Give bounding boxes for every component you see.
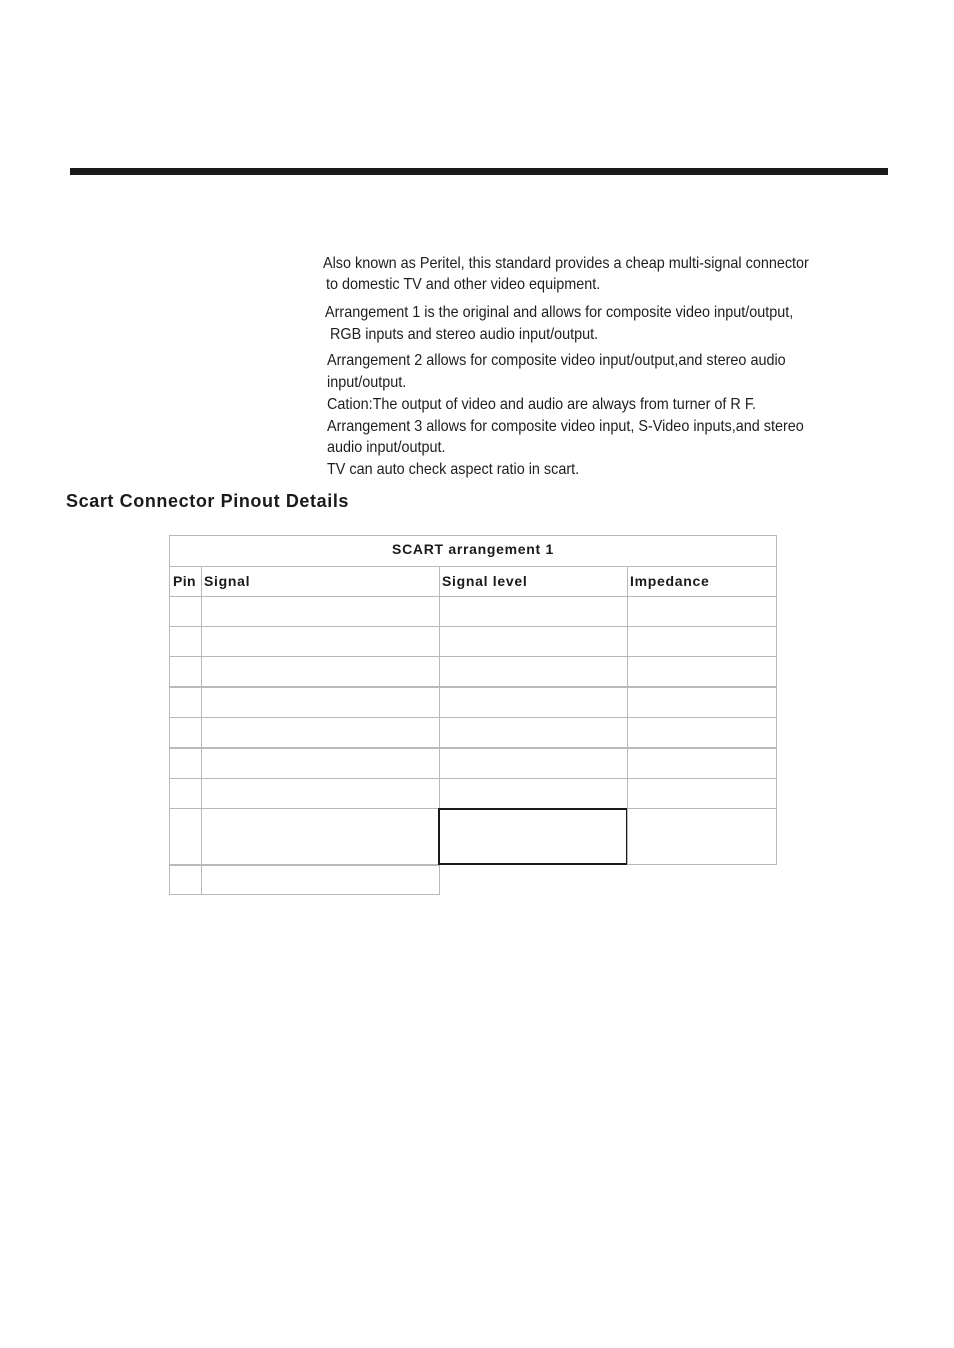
- intro-line: input/output.: [327, 374, 407, 391]
- table-cell: [201, 656, 440, 687]
- table-cell: [169, 717, 202, 748]
- table-cell: [169, 687, 202, 718]
- table-cell: [627, 687, 777, 718]
- scart-pinout-table: [169, 535, 777, 895]
- table-cell: [627, 717, 777, 748]
- header-signal-level: Signal level: [442, 573, 528, 589]
- table-cell: [169, 865, 202, 895]
- table-cell: [439, 778, 628, 809]
- table-cell: [169, 808, 202, 865]
- table-cell: [169, 596, 202, 627]
- table-cell: [439, 626, 628, 657]
- header-pin: Pin: [173, 573, 196, 589]
- table-cell: [439, 717, 628, 748]
- table-cell: [201, 717, 440, 748]
- table-cell: [169, 778, 202, 809]
- section-heading: Scart Connector Pinout Details: [66, 491, 350, 511]
- intro-line: Arrangement 3 allows for composite video input, S-Video inputs,and stereo: [327, 418, 804, 435]
- header-impedance: Impedance: [630, 573, 710, 589]
- table-cell: [169, 656, 202, 687]
- table-cell: [439, 656, 628, 687]
- table-cell: [627, 808, 777, 865]
- table-cell: [627, 626, 777, 657]
- table-cell: [201, 778, 440, 809]
- top-divider-rule: [70, 168, 888, 175]
- table-cell: [169, 748, 202, 779]
- intro-line: Cation:The output of video and audio are always from turner of R F.: [327, 396, 757, 413]
- table-cell: [439, 748, 628, 779]
- table-cell: [201, 865, 440, 895]
- table-cell: [201, 808, 440, 865]
- table-cell: [439, 687, 628, 718]
- intro-line: RGB inputs and stereo audio input/output.: [330, 326, 599, 343]
- header-signal: Signal: [204, 573, 251, 589]
- intro-line: audio input/output.: [327, 439, 446, 456]
- table-cell: [201, 748, 440, 779]
- intro-line: Arrangement 2 allows for composite video input/output,and stereo audio: [327, 352, 786, 369]
- table-cell: [439, 596, 628, 627]
- table-title: SCART arrangement 1: [392, 541, 554, 557]
- table-cell: [627, 656, 777, 687]
- intro-line: Arrangement 1 is the original and allows for composite video input/output,: [325, 304, 794, 321]
- table-cell: [627, 748, 777, 779]
- intro-line: Also known as Peritel, this standard provides a cheap multi-signal connector: [323, 255, 809, 272]
- table-cell: [201, 596, 440, 627]
- table-cell-highlighted: [438, 808, 628, 865]
- intro-line: to domestic TV and other video equipment.: [326, 276, 601, 293]
- intro-line: TV can auto check aspect ratio in scart.: [327, 461, 580, 478]
- table-cell: [169, 626, 202, 657]
- table-cell: [201, 687, 440, 718]
- table-cell: [627, 596, 777, 627]
- table-cell: [627, 778, 777, 809]
- table-cell: [201, 626, 440, 657]
